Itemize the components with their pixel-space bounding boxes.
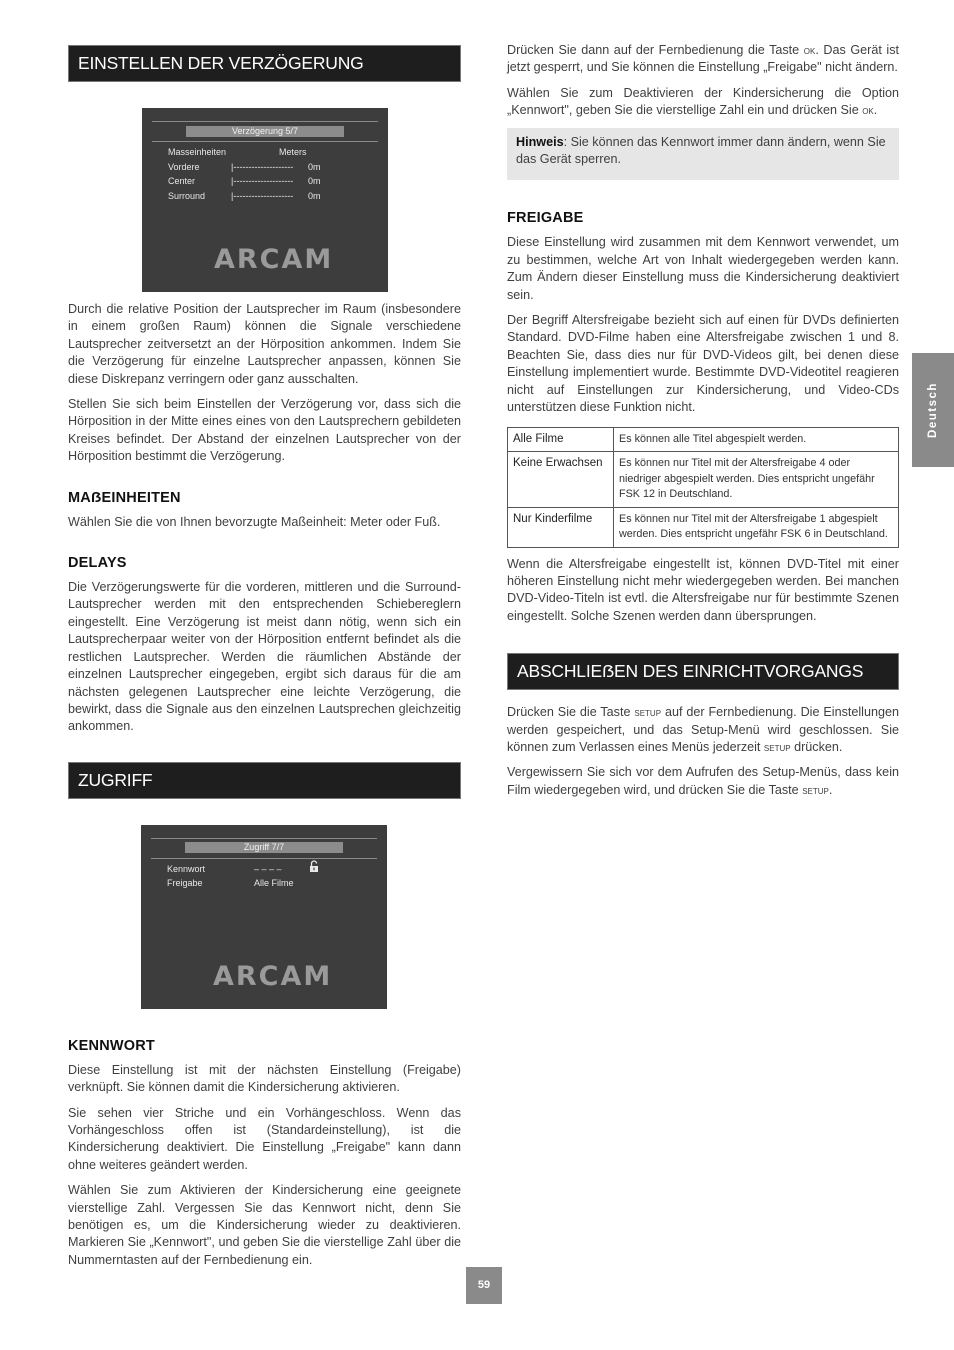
section-banner-finish — [507, 653, 899, 690]
arcam-logo: ARCAM — [214, 244, 334, 275]
delay-row-label: Center — [168, 176, 196, 186]
arcam-logo: ARCAM — [213, 960, 333, 992]
table-row — [508, 427, 899, 452]
section-title-access: ZUGRIFF — [69, 763, 460, 798]
lock-text-end: . Das Gerät ist jetzt gesperrt, und Sie können die Einstellung „Freigabe" nicht ändern. — [507, 43, 900, 75]
screen-title: Verzögerung 5/7 — [186, 126, 344, 137]
language-tab-label: Deutsch — [927, 382, 939, 438]
right-column — [507, 42, 899, 807]
table-row — [508, 507, 899, 547]
left-column — [68, 45, 461, 1277]
setup-key: setup — [802, 782, 829, 797]
finish-paragraph-2 — [507, 764, 899, 799]
release-paragraph-3: Wenn die Altersfreigabe eingestellt ist, können DVD-Titel mit einer höheren Einstellung nicht mehr wiedergegeben werden. Bei manchen DVD-Video-Titeln ist evtl. die Altersfreigabe nur für bestimmte Szenen eingestellt. Solche Szenen werden dann übersprungen. — [507, 556, 899, 623]
section-title-delay: EINSTELLEN DER VERZÖGERUNG — [69, 46, 460, 81]
rating-desc: Es können nur Titel mit der Altersfreigabe 1 abgespielt werden. Dies entspricht ungefähr FSK 6 in Deutschland. — [614, 507, 899, 547]
language-tab — [912, 353, 954, 467]
ok-key: ok — [803, 43, 816, 57]
unlock-text: Wählen Sie zum Deaktivieren der Kindersicherung die Option „Kennwort", geben Sie die vierstellige Zahl ein und drücken Sie — [507, 85, 899, 118]
finish-text: Drücken Sie die Taste — [507, 705, 635, 720]
release-paragraph-1: Diese Einstellung wird zusammen mit dem Kennwort verwendet, um zu bestimmen, welche Art von Inhalt wiedergegeben werden kann. Zum Ändern dieser Einstellung muss die Kindersicherung deaktiviert sein. — [507, 235, 899, 302]
delay-row-bar: |-------------------- — [231, 176, 294, 186]
heading-delays: DELAYS — [68, 555, 127, 572]
section-banner-access — [68, 762, 461, 799]
release-paragraph-2: Der Begriff Altersfreigabe bezieht sich auf einen für DVDs definierten Standard. DVD-Filme haben eine Altersfreigabe zwischen 1 und 8. Beachten Sie, dass dies nur für DVD-Videos gilt, bei denen diese Einstellung implementiert wurde. Bestimmte DVD-Videotitel reagieren nicht auf Einstellungen zur Kindersicherung, und Video-CDs unterstützen diese Funktion nicht. — [507, 313, 899, 415]
units-label: Masseinheiten — [168, 147, 227, 157]
delay-row-value: 0m — [308, 162, 321, 172]
unlock-text-end: . — [873, 103, 878, 118]
unlock-paragraph — [507, 85, 899, 120]
password-paragraph-3: Wählen Sie zum Aktivieren der Kindersicherung eine geeignete vierstellige Zahl. Vergessen Sie das Kennwort nicht, denn Sie benötigen es, um die Kindersicherung wieder zu deaktivieren. Markieren Sie „Kennwort", und geben Sie die vierstellige Zahl über die Nummerntasten auf der Fernbedienung ein. — [68, 1183, 461, 1267]
delay-row-value: 0m — [308, 191, 321, 201]
units-paragraph: Wählen Sie die von Ihnen bevorzugte Maßeinheit: Meter oder Fuß. — [68, 514, 441, 529]
password-paragraph-2: Sie sehen vier Striche und ein Vorhängeschloss. Wenn das Vorhängeschloss offen ist (Standardeinstellung), ist die Kindersicherung deaktiviert. Die Einstellung „Freigabe" kann dann ohne weiteres geändert werden. — [68, 1105, 461, 1172]
finish-text: Vergewissern Sie sich vor dem Aufrufen des Setup-Menüs, dass kein Film wiedergegeben wird, und drücken Sie die Taste — [507, 765, 899, 797]
padlock-open-icon — [309, 860, 319, 873]
screen-title-rule — [151, 858, 377, 859]
screen-title-rule — [152, 141, 378, 142]
delays-paragraph: Die Verzögerungswerte für die vorderen, mittleren und die Surround-Lautsprecher werden mit den entsprechenden Schiebereglern eingestellt. Eine Verzögerung ist meist dann nötig, wenn sich ein Lautsprecherpaar weiter von der Hörposition entfernt befindet als die restlichen Lautsprecher. Werden die räumlichen Abstände der einzelnen Lautsprecher eingegeben, ergibt sich daraus für die am nächsten gelegenen Lautsprecher eine leichte Verzögerung, die bewirkt, dass die Signale aus den einzelnen Lautsprechen gleichzeitig ankommen. — [68, 580, 461, 734]
password-label: Kennwort — [167, 863, 206, 874]
lock-text: Drücken Sie dann auf der Fernbedienung die Taste — [507, 43, 804, 57]
delay-row-label: Surround — [168, 191, 206, 201]
rating-name: Alle Filme — [508, 427, 614, 452]
delay-intro-paragraph-2: Stellen Sie sich beim Einstellen der Verzögerung vor, dass sich die Hörposition in der Mitte eines eines von den Lautsprechern gebildeten Kreises befindet. Der Abstand der einzelnen Lautsprecher von der Hörposition bestimmt die Verzögerung. — [68, 397, 461, 464]
screen-title: Zugriff 7/7 — [185, 842, 343, 853]
access-menu-screenshot — [141, 825, 387, 1009]
heading-units: MAẞEINHEITEN — [68, 489, 181, 506]
screen-top-rule — [151, 838, 377, 839]
ok-key: ok — [862, 103, 874, 118]
password-paragraph-1: Diese Einstellung ist mit der nächsten Einstellung (Freigabe) verknüpft. Sie können damit die Kindersicherung aktivieren. — [68, 1062, 461, 1095]
hint-label: Hinweis — [516, 134, 564, 149]
rating-name: Keine Erwachsen — [508, 452, 614, 508]
page-number: 59 — [466, 1267, 502, 1304]
heading-password: KENNWORT — [68, 1037, 155, 1054]
units-value: Meters — [279, 147, 307, 157]
setup-key: setup — [763, 739, 791, 754]
release-value: Alle Filme — [254, 877, 294, 888]
finish-text: . — [828, 782, 833, 797]
finish-text: drücken. — [790, 739, 843, 754]
setup-key: setup — [634, 705, 662, 720]
rating-desc: Es können nur Titel mit der Altersfreigabe 4 oder niedriger abgespielt werden. Dies entspricht ungefähr FSK 12 in Deutschland. — [614, 452, 899, 508]
screen-top-rule — [152, 121, 378, 122]
hint-paragraph — [516, 134, 890, 169]
section-banner-delay — [68, 45, 461, 82]
delay-row-value: 0m — [308, 176, 321, 186]
password-value: – – – – — [254, 863, 282, 874]
delay-intro-paragraph: Durch die relative Position der Lautsprecher im Raum (insbesondere in einem großen Raum) können die Signale verschiedene Lautsprecher zeitversetzt an der Hörposition ankommen. Indem Sie die Verzögerung für einzelne Lautsprecher anpassen, können Sie diese Diskrepanz verringern oder ganz ausschalten. — [68, 302, 461, 386]
heading-release: FREIGABE — [507, 210, 584, 227]
release-label: Freigabe — [167, 877, 203, 888]
rating-name: Nur Kinderfilme — [508, 507, 614, 547]
finish-text: auf der Fernbedienung. Die Einstellungen werden gespeichert, und das Setup-Menü wird geschlossen. Sie können zum Verlassen eines Menüs jederzeit — [507, 705, 899, 754]
section-title-finish: ABSCHLIEẞEN DES EINRICHTVORGANGS — [508, 654, 898, 689]
delay-row-bar: |-------------------- — [231, 162, 294, 172]
rating-table — [507, 427, 899, 548]
hint-text: : Sie können das Kennwort immer dann ändern, wenn Sie das Gerät sperren. — [516, 134, 886, 167]
finish-paragraph-1 — [507, 704, 899, 756]
hint-box — [507, 128, 899, 181]
delay-menu-screenshot — [142, 108, 388, 292]
lock-paragraph — [507, 42, 899, 77]
rating-desc: Es können alle Titel abgespielt werden. — [614, 427, 899, 452]
delay-row-label: Vordere — [168, 162, 200, 172]
delay-row-bar: |-------------------- — [231, 191, 294, 201]
table-row — [508, 452, 899, 508]
